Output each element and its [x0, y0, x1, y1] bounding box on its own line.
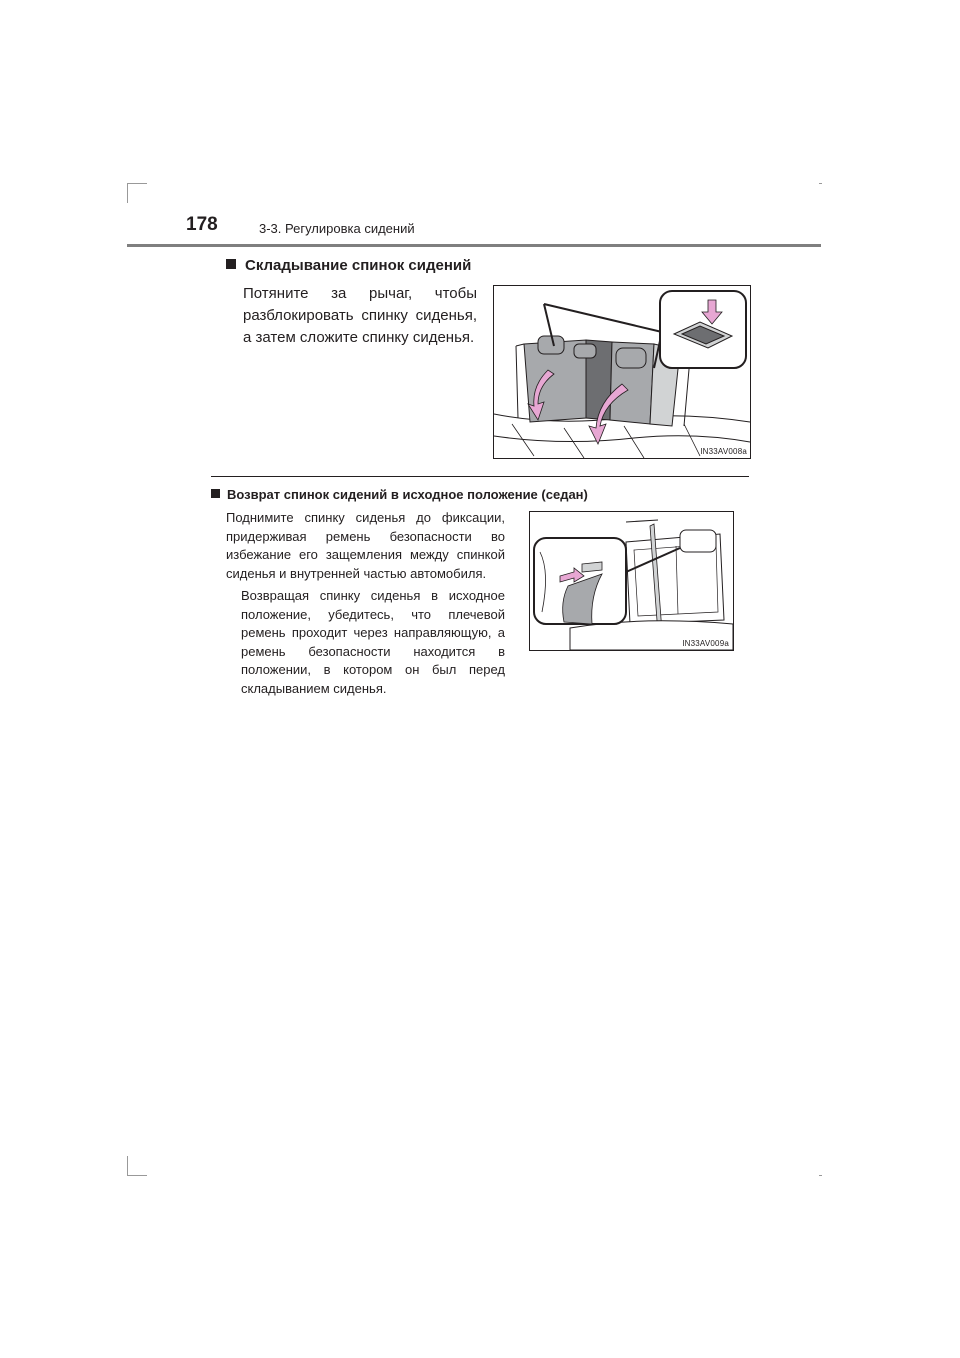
page-number: 178	[186, 214, 218, 235]
crop-mark-bottom-right	[819, 1175, 822, 1176]
returning-instruction: Поднимите спинку сиденья до фиксации, придерживая ремень безопасности во избежание его защемления между спинкой сиденья и внутренней частью автомобиля.	[226, 510, 505, 581]
seat-belt-guide-drawing	[530, 512, 733, 650]
figure-code: IN33AV009a	[682, 639, 729, 648]
header-rule	[127, 244, 821, 247]
section-title: 3-3. Регулировка сидений	[259, 221, 415, 236]
crop-mark-bottom-left-h	[127, 1175, 147, 1176]
returning-note: Возвращая спинку сиденья в исходное положение, убедитесь, что плечевой ремень проходит через направляющую, а ремень безопасности находится в положении, в котором он был перед складыванием сиденья.	[241, 588, 505, 696]
crop-mark-top-left-h	[127, 183, 147, 184]
crop-mark-top-left-v	[127, 183, 128, 203]
folding-instruction: Потяните за рычаг, чтобы разблокировать спинку сиденья, а затем сложите спинку сиденья.	[243, 285, 477, 346]
return-seat-illustration	[529, 511, 734, 651]
folding-heading-text: Складывание спинок сидений	[245, 257, 472, 274]
returning-heading	[211, 487, 588, 502]
square-bullet-icon	[211, 489, 220, 498]
square-bullet-icon	[226, 259, 236, 269]
rear-seat-fold-drawing	[494, 286, 750, 458]
folding-heading	[226, 257, 471, 274]
folding-seat-illustration	[493, 285, 751, 459]
crop-mark-bottom-left-v	[127, 1156, 128, 1176]
returning-heading-text: Возврат спинок сидений в исходное положение (седан)	[227, 487, 588, 502]
figure-code: IN33AV008a	[700, 447, 747, 456]
section-separator	[211, 476, 749, 477]
crop-mark-top-right	[819, 183, 822, 184]
